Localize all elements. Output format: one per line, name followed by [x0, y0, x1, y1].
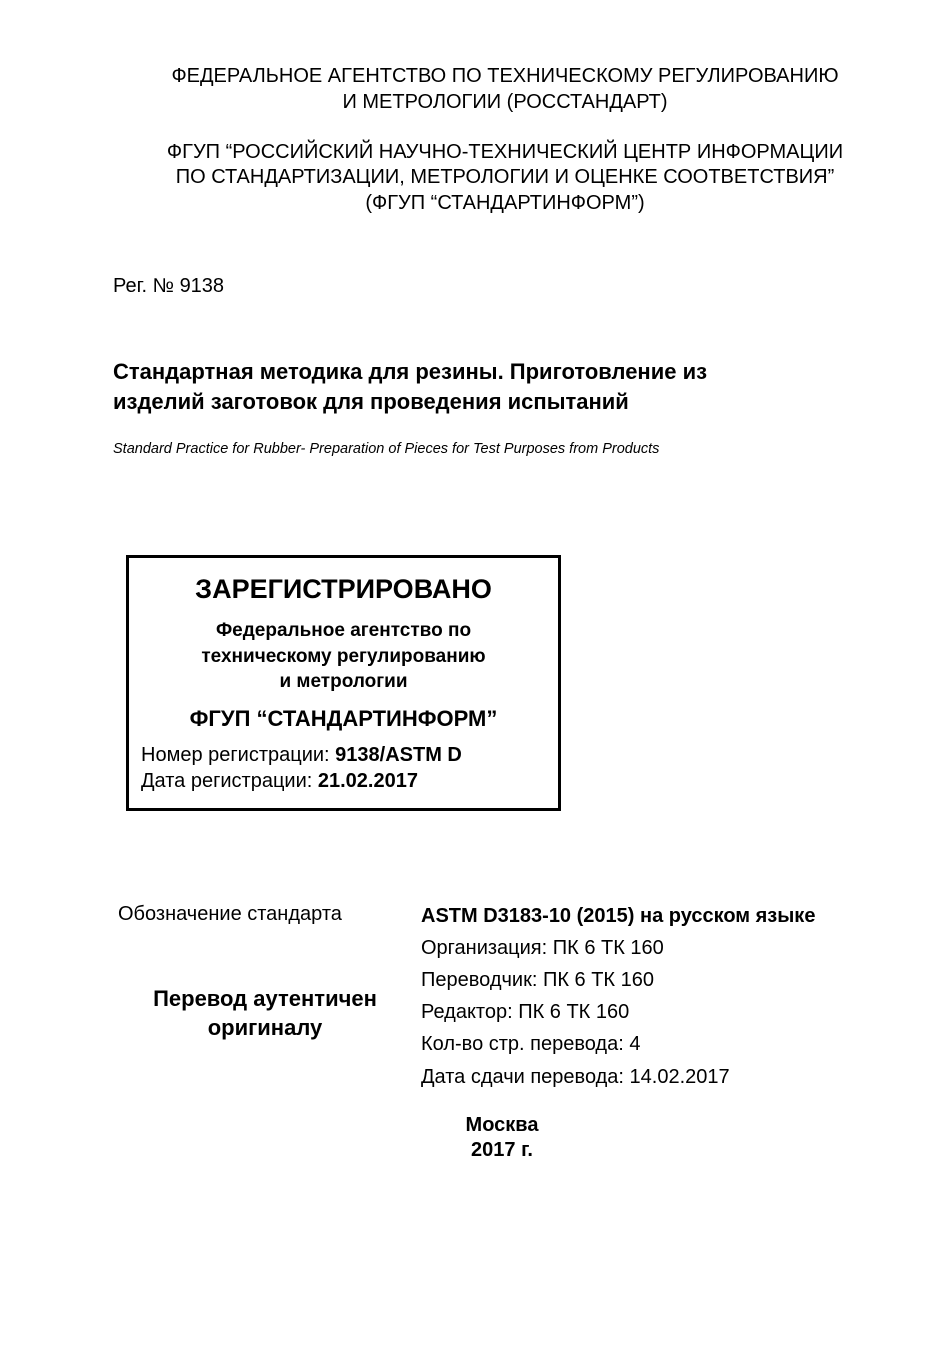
city: Москва [465, 1114, 539, 1136]
center-line-1: ФГУП “РОССИЙСКИЙ НАУЧНО-ТЕХНИЧЕСКИЙ ЦЕНТР ИНФОРМАЦИИ [166, 141, 844, 163]
agency-line-2: И МЕТРОЛОГИИ (РОССТАНДАРТ) [342, 91, 668, 113]
date-label: Дата регистрации: [141, 770, 318, 792]
stamp-heading: ЗАРЕГИСТРИРОВАНО [195, 574, 492, 604]
center-line-2: ПО СТАНДАРТИЗАЦИИ, МЕТРОЛОГИИ И ОЦЕНКЕ СООТВЕТСТВИЯ” [175, 166, 835, 188]
agency-line-1: ФЕДЕРАЛЬНОЕ АГЕНТСТВО ПО ТЕХНИЧЕСКОМУ РЕГУЛИРОВАНИЮ [171, 65, 839, 87]
standard-designation: ASTM D3183-10 (2015) на русском языке [421, 905, 816, 927]
stamp-agency-1: Федеральное агентство по [215, 620, 472, 641]
stamp-reg-number [141, 744, 462, 767]
stamp-reg-date [141, 770, 418, 793]
title-english: Standard Practice for Rubber- Preparation of Pieces for Test Purposes from Products [113, 441, 660, 457]
title-line-2: изделий заготовок для проведения испытаний [113, 389, 629, 414]
detail-editor: Редактор: ПК 6 ТК 160 [421, 1001, 630, 1023]
detail-translator: Переводчик: ПК 6 ТК 160 [421, 969, 655, 991]
center-line-3: (ФГУП “СТАНДАРТИНФОРМ”) [365, 192, 645, 214]
reg-number: Рег. № 9138 [113, 275, 225, 297]
authentic-line-2: оригиналу [207, 1015, 323, 1040]
stamp-org: ФГУП “СТАНДАРТИНФОРМ” [189, 706, 498, 731]
title-line-1: Стандартная методика для резины. Приготовление из [113, 359, 708, 384]
year: 2017 г. [471, 1139, 533, 1161]
authentic-line-1: Перевод аутентичен [153, 986, 377, 1011]
detail-date: Дата сдачи перевода: 14.02.2017 [421, 1066, 730, 1088]
registration-stamp [126, 555, 561, 811]
date-value: 21.02.2017 [317, 770, 418, 792]
detail-organization: Организация: ПК 6 ТК 160 [421, 937, 664, 959]
stamp-agency-3: и метрологии [279, 671, 408, 692]
designation-label: Обозначение стандарта [118, 903, 342, 925]
reg-label: Номер регистрации: [141, 744, 336, 766]
stamp-agency-2: техническому регулированию [201, 646, 486, 667]
detail-pages: Кол-во стр. перевода: 4 [421, 1033, 641, 1055]
reg-value: 9138/ASTM D [335, 744, 462, 766]
